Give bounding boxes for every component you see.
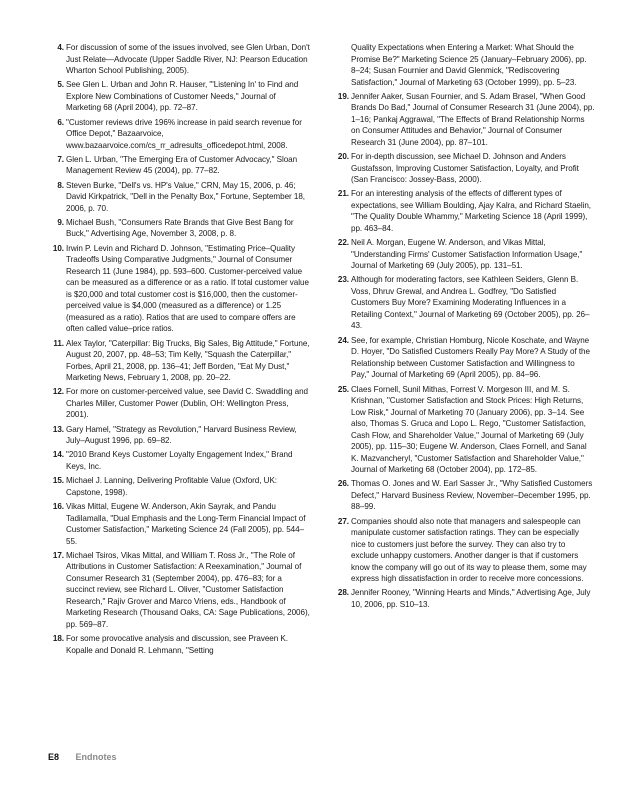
endnote-text: Michael J. Lanning, Delivering Profitable Value (Oxford, UK: Capstone, 1998). (66, 476, 277, 497)
endnote-text: For some provocative analysis and discussion, see Praveen K. Kopalle and Donald R. Lehmann, "Setting (66, 634, 288, 655)
endnote-text: Alex Taylor, "Caterpillar: Big Trucks, Big Sales, Big Attitude," Fortune, August 20, 2007, pp. 48–53; Tim Kelly, "Squash the Caterpillar," Forbes, April 21, 2008, pp. 136–41; Jeff Borden, "Eat My Dust," Marketing News, February 1, 2008, pp. 20–22. (66, 338, 310, 383)
page-footer (48, 752, 117, 762)
endnote-number: 27. (337, 516, 349, 526)
endnote-text: Michael Bush, "Consumers Rate Brands that Give Best Bang for Buck," Advertising Age, November 3, 2008, p. 8. (66, 217, 294, 239)
endnote-number: 12. (52, 387, 64, 397)
endnote-text: Jennifer Aaker, Susan Fournier, and S. Adam Brasel, "When Good Brands Do Bad," Journal of Consumer Research 31 (June 2004), pp. 1–16; Pankaj Aggrawal, "The Effects of Brand Relationship Norms on Consumer Attitudes and Behavior," Journal of Consumer Research 31 (June 2004), pp. 87–101. (351, 91, 595, 147)
endnote-number: 11. (53, 338, 64, 348)
endnote-text: For discussion of some of the issues involved, see Glen Urban, Don't Just Relate—Advocate (Upper Saddle River, NJ: Pearson Education Wharton School Publishing, 2005). (66, 43, 310, 75)
endnote-text: Companies should also note that managers and salespeople can manipulate customer satisfaction ratings. They can be especially nice to customers just before the survey. They can also try to exclude unhappy customers. Another danger is that if customers know the company will go out of its way to please them, some may express high dissatisfaction in order to receive more concessions. (351, 516, 587, 584)
endnote (333, 478, 595, 513)
endnote (48, 449, 310, 472)
endnote-number: 14. (52, 450, 64, 460)
endnote (48, 217, 310, 240)
endnote-number: 9. (57, 217, 64, 227)
endnote (48, 633, 310, 656)
endnote-text: Gary Hamel, "Strategy as Revolution," Harvard Business Review, July–August 1996, pp. 69–82. (66, 424, 297, 446)
endnote-continuation (333, 42, 595, 88)
endnote-text: Steven Burke, "Dell's vs. HP's Value," CRN, May 15, 2006, p. 46; David Kirkpatrick, "Dell in the Penalty Box," Fortune, September 18, 2006, p. 70. (66, 180, 305, 213)
endnote (333, 188, 595, 234)
endnote-number: 26. (337, 479, 349, 489)
endnote-text: See Glen L. Urban and John R. Hauser, "'Listening In' to Find and Explore New Combinations of Customer Needs," Journal of Marketing 68 (April 2004), pp. 72–87. (66, 80, 299, 113)
endnote (333, 516, 595, 585)
endnote-number: 5. (57, 80, 64, 90)
endnote-number: 8. (57, 180, 64, 190)
page-number: E8 (48, 752, 60, 762)
left-column (48, 42, 310, 659)
endnote-text: "2010 Brand Keys Customer Loyalty Engagement Index," Brand Keys, Inc. (66, 450, 293, 471)
endnote (333, 237, 595, 272)
endnote-text: Quality Expectations when Entering a Market: What Should the Promise Be?" Marketing Science 25 (January–February 2006), pp. 8–24; Susan Fournier and David Glenmick, "Rediscovering Satisfaction," Journal of Marketing 63 (October 1999), pp. 5–23. (351, 43, 587, 87)
endnote-text: Neil A. Morgan, Eugene W. Anderson, and Vikas Mittal, "Understanding Firms' Customer Satisfaction Information Usage," Journal of Marketing 69 (July 2005), pp. 131–51. (351, 238, 583, 271)
endnote (333, 91, 595, 149)
endnote-number: 4. (57, 43, 64, 52)
endnote (48, 243, 310, 335)
endnote-text: Claes Fornell, Sunil Mithas, Forrest V. Morgeson III, and M. S. Krishnan, "Customer Satisfaction and Stock Prices: High Returns, Low Risk," Journal of Marketing 70 (January 2006), pp. 3–14. See also, Thomas S. Gruca and Lopo L. Rego, "Customer Satisfaction, Cash Flow, and Shareholder Value," Journal of Marketing 69 (July 2005), pp. 115–30; Eugene W. Anderson, Claes Fornell, and Sanal K. Mazvancheryl, "Customer Satisfaction and Shareholder Value," Journal of Marketing 68 (October 2004), pp. 172–85. (351, 384, 587, 475)
endnote-number: 22. (337, 238, 349, 248)
endnote-number: 23. (337, 275, 349, 285)
endnote-text: Vikas Mittal, Eugene W. Anderson, Akin Sayrak, and Pandu Tadilamalla, "Dual Emphasis and the Long-Term Financial Impact of Customer Satisfaction," Marketing Science 24 (Fall 2005), pp. 544–55. (66, 502, 306, 546)
endnote (48, 338, 310, 384)
endnote-number: 16. (52, 502, 64, 512)
endnote-text: See, for example, Christian Homburg, Nicole Koschate, and Wayne D. Hoyer, "Do Satisfied Customers Really Pay More? A Study of the Relationship between Customer Satisfaction and Willingness to Pay," Journal of Marketing 69 (April 2005), pp. 84–96. (351, 335, 590, 380)
endnote-text: Michael Tsiros, Vikas Mittal, and William T. Ross Jr., "The Role of Attributions in Customer Satisfaction: A Reexamination," Journal of Consumer Research 31 (September 2004), pp. 476–83; for a succinct review, see Richard L. Oliver, "Customer Satisfaction Research," Rajiv Grover and Marco Vriens, eds., Handbook of Marketing Research (Thousand Oaks, CA: Sage Publications, 2006), pp. 569–87. (66, 550, 310, 629)
endnote (333, 587, 595, 610)
endnote (333, 274, 595, 332)
endnote-number: 6. (57, 117, 64, 127)
endnote-text: For in-depth discussion, see Michael D. Johnson and Anders Gustafsson, Improving Customer Satisfaction, Loyalty, and Profit (San Francisco: Jossey-Bass, 2000). (351, 152, 579, 185)
endnote-number: 10. (52, 243, 64, 253)
endnote-text: Irwin P. Levin and Richard D. Johnson, "Estimating Price–Quality Tradeoffs Using Comparative Judgments," Journal of Consumer Research 11 (June 1984), pp. 593–600. Customer-perceived value can be measured as a difference or as a ratio. If total customer value is $20,000 and total customer cost is $16,000, then the customer-perceived value is $4,000 (measured as a difference) or 1.25 (measured as a ratio). Ratios that are used to compare offers are often called value–price ratios. (66, 243, 309, 334)
endnote (333, 151, 595, 186)
endnote (48, 180, 310, 215)
endnote-number: 24. (337, 335, 349, 345)
endnote (48, 117, 310, 152)
endnote-number: 17. (52, 550, 64, 560)
endnote (48, 475, 310, 498)
endnote-text: Although for moderating factors, see Kathleen Seiders, Glenn B. Voss, Dhruv Grewal, and Andrea L. Godfrey, "Do Satisfied Customers Buy More? Examining Moderating Influences in a Retailing Context," Journal of Marketing 69 (October 2005), pp. 26–43. (351, 275, 590, 331)
endnote-number: 15. (52, 476, 64, 486)
endnote-text: Jennifer Rooney, "Winning Hearts and Minds," Advertising Age, July 10, 2006, pp. S10–13. (351, 588, 591, 609)
endnote-number: 21. (337, 189, 349, 199)
endnote-text: Glen L. Urban, "The Emerging Era of Customer Advocacy," Sloan Management Review 45 (2004), pp. 77–82. (66, 154, 298, 176)
endnote (48, 386, 310, 421)
endnote (48, 154, 310, 177)
endnote-text: For an interesting analysis of the effects of different types of expectations, see William Boulding, Ajay Kalra, and Richard Staelin, "The Quality Double Whammy," Marketing Science 18 (April 1999), pp. 463–84. (351, 189, 591, 233)
endnote-number: 13. (52, 424, 64, 434)
endnote-text: Thomas O. Jones and W. Earl Sasser Jr., "Why Satisfied Customers Defect," Harvard Business Review, November–December 1995, pp. 88–99. (351, 479, 593, 512)
endnote-number: 18. (52, 634, 64, 644)
section-title: Endnotes (75, 752, 117, 762)
endnote-number: 25. (337, 384, 349, 394)
endnote (48, 550, 310, 631)
endnote-number: 20. (337, 152, 349, 162)
endnote (333, 335, 595, 381)
right-column (333, 42, 595, 613)
endnote-number: 7. (57, 154, 64, 164)
endnote (48, 42, 310, 77)
endnote (48, 501, 310, 547)
endnote (333, 384, 595, 476)
endnote (48, 79, 310, 114)
endnote (48, 424, 310, 447)
endnote-number: 28. (337, 588, 349, 598)
endnote-text: "Customer reviews drive 196% increase in paid search revenue for Office Depot," Bazaarvoice, www.bazaarvoice.com/cs_rr_adresults_officedepot.html, 2008. (66, 117, 302, 150)
endnote-text: For more on customer-perceived value, see David C. Swaddling and Charles Miller, Customer Power (Dublin, OH: Wellington Press, 2001). (66, 387, 308, 420)
endnote-number: 19. (337, 91, 349, 101)
